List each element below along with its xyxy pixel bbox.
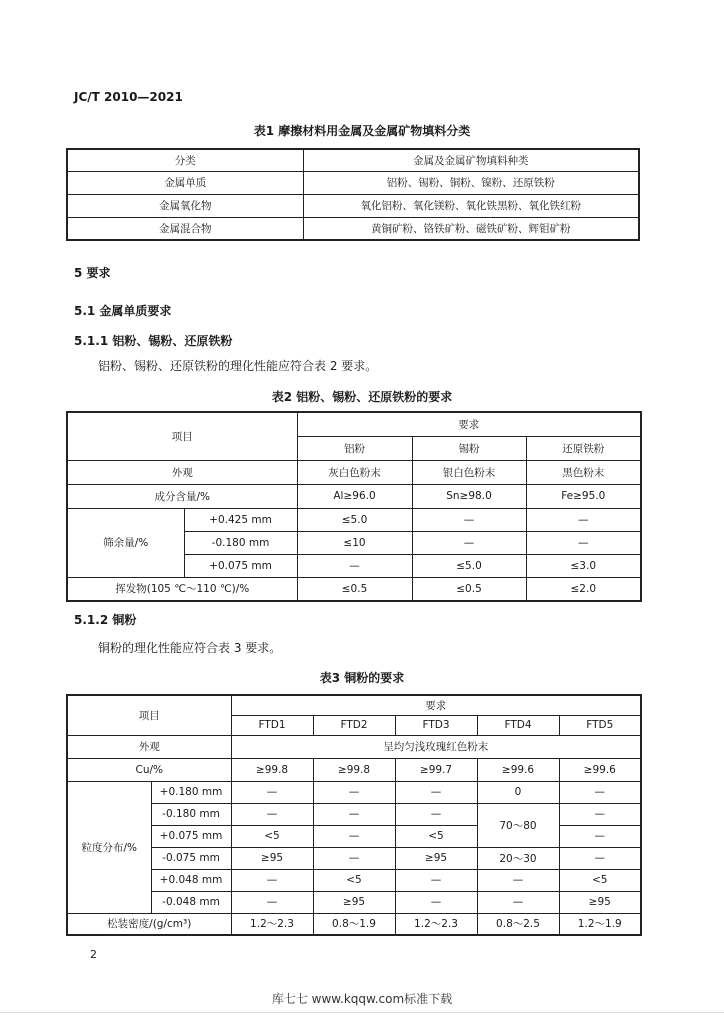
table-row [67, 869, 641, 891]
section-5-1-heading: 5.1 金属单质要求 [74, 304, 172, 318]
cell: — [313, 803, 395, 825]
cell: 1.2～2.3 [395, 913, 477, 935]
cell: ≤2.0 [526, 577, 641, 601]
cell: ≥99.6 [477, 758, 559, 781]
row-label: 粒度分布/% [67, 781, 151, 913]
cell: 呈均匀浅玫瑰红色粉末 [231, 735, 641, 758]
cell: ≤10 [297, 531, 412, 554]
col-header: FTD3 [395, 715, 477, 735]
table3 [66, 694, 642, 936]
cell: Sn≥98.0 [412, 484, 526, 508]
table-row [67, 758, 641, 781]
cell: ≤3.0 [526, 554, 641, 577]
cell: ≥99.8 [313, 758, 395, 781]
size-label: +0.180 mm [151, 781, 231, 803]
row-label: 外观 [67, 460, 297, 484]
row-label: 筛余量/% [67, 508, 184, 577]
size-label: -0.180 mm [184, 531, 297, 554]
cell: 银白色粉末 [412, 460, 526, 484]
cell: — [559, 847, 641, 869]
item-header: 项目 [67, 695, 231, 735]
size-label: -0.075 mm [151, 847, 231, 869]
cell: 黑色粉末 [526, 460, 641, 484]
col-header: FTD4 [477, 715, 559, 735]
table-header-row [67, 149, 639, 171]
cell: 1.2～2.3 [231, 913, 313, 935]
requirement-header: 要求 [297, 412, 641, 436]
cell: 黄铜矿粉、铬铁矿粉、磁铁矿粉、辉钼矿粉 [303, 217, 639, 240]
header-cell: 分类 [67, 149, 303, 171]
merged-cell: 70～80 [477, 803, 559, 847]
row-label: 外观 [67, 735, 231, 758]
section-5-1-1-text: 铝粉、锡粉、还原铁粉的理化性能应符合表 2 要求。 [98, 359, 378, 373]
section-5-1-1-heading: 5.1.1 铝粉、锡粉、还原铁粉 [74, 334, 233, 348]
item-header: 项目 [67, 412, 297, 460]
table-row [67, 735, 641, 758]
size-label: -0.048 mm [151, 891, 231, 913]
size-label: -0.180 mm [151, 803, 231, 825]
cell: <5 [313, 869, 395, 891]
cell: — [477, 891, 559, 913]
cell: <5 [395, 825, 477, 847]
cell: — [526, 508, 641, 531]
cell: 氧化铝粉、氧化镁粉、氧化铁黑粉、氧化铁红粉 [303, 194, 639, 217]
table2-caption: 表2 铝粉、锡粉、还原铁粉的要求 [271, 390, 453, 404]
footer-watermark: 库七七 www.kqqw.com标准下载 [271, 992, 453, 1006]
cell: — [395, 869, 477, 891]
cell: ≥95 [559, 891, 641, 913]
table-row [67, 781, 641, 803]
cell: — [231, 781, 313, 803]
cell: — [313, 825, 395, 847]
section-5-heading: 5 要求 [74, 266, 111, 280]
cell: 0 [477, 781, 559, 803]
cell: — [313, 781, 395, 803]
standard-number: JC/T 2010—2021 [74, 90, 183, 104]
row-label: 成分含量/% [67, 484, 297, 508]
cell: — [231, 803, 313, 825]
cell: ≤0.5 [297, 577, 412, 601]
cell: — [395, 803, 477, 825]
col-header: 铝粉 [297, 436, 412, 460]
table-row [67, 508, 641, 531]
table1 [66, 148, 640, 241]
col-header: FTD2 [313, 715, 395, 735]
cell: — [559, 803, 641, 825]
cell: — [395, 891, 477, 913]
cell: ≥99.8 [231, 758, 313, 781]
cell: 铝粉、锡粉、铜粉、镍粉、还原铁粉 [303, 171, 639, 194]
cell: ≤0.5 [412, 577, 526, 601]
size-label: +0.425 mm [184, 508, 297, 531]
col-header: FTD5 [559, 715, 641, 735]
row-label: 挥发物(105 ℃～110 ℃)/% [67, 577, 297, 601]
cell: ≥99.7 [395, 758, 477, 781]
cell: ≥99.6 [559, 758, 641, 781]
cell: ≤5.0 [297, 508, 412, 531]
cell: — [412, 531, 526, 554]
cell: 金属混合物 [67, 217, 303, 240]
size-label: +0.048 mm [151, 869, 231, 891]
cell: — [313, 847, 395, 869]
table-row [67, 194, 639, 217]
cell: Fe≥95.0 [526, 484, 641, 508]
col-header: 锡粉 [412, 436, 526, 460]
footer-divider [0, 1012, 724, 1013]
row-label: Cu/% [67, 758, 231, 781]
cell: — [559, 781, 641, 803]
cell: 灰白色粉末 [297, 460, 412, 484]
cell: — [477, 869, 559, 891]
row-label: 松装密度/(g/cm³) [67, 913, 231, 935]
cell: <5 [231, 825, 313, 847]
requirement-header: 要求 [231, 695, 641, 715]
section-5-1-2-heading: 5.1.2 铜粉 [74, 613, 137, 627]
cell: — [231, 869, 313, 891]
cell: — [297, 554, 412, 577]
table-row [67, 217, 639, 240]
cell: — [559, 825, 641, 847]
cell: ≥95 [395, 847, 477, 869]
cell: 金属单质 [67, 171, 303, 194]
table-row [67, 891, 641, 913]
cell: 0.8～2.5 [477, 913, 559, 935]
section-5-1-2-text: 铜粉的理化性能应符合表 3 要求。 [98, 641, 282, 655]
cell: ≤5.0 [412, 554, 526, 577]
size-label: +0.075 mm [184, 554, 297, 577]
cell: 0.8～1.9 [313, 913, 395, 935]
table1-caption: 表1 摩擦材料用金属及金属矿物填料分类 [253, 124, 471, 138]
table2 [66, 411, 642, 602]
table-row [67, 171, 639, 194]
table-row [67, 913, 641, 935]
col-header: FTD1 [231, 715, 313, 735]
table-row [67, 577, 641, 601]
col-header: 还原铁粉 [526, 436, 641, 460]
cell: Al≥96.0 [297, 484, 412, 508]
table-row [67, 847, 641, 869]
size-label: +0.075 mm [151, 825, 231, 847]
cell: — [412, 508, 526, 531]
cell: ≥95 [231, 847, 313, 869]
page-number: 2 [90, 948, 97, 961]
cell: 20～30 [477, 847, 559, 869]
table3-caption: 表3 铜粉的要求 [319, 671, 405, 685]
cell: ≥95 [313, 891, 395, 913]
cell: <5 [559, 869, 641, 891]
cell: — [526, 531, 641, 554]
cell: 金属氧化物 [67, 194, 303, 217]
table-row [67, 484, 641, 508]
header-cell: 金属及金属矿物填料种类 [303, 149, 639, 171]
cell: 1.2～1.9 [559, 913, 641, 935]
table-row [67, 803, 641, 825]
table-row [67, 460, 641, 484]
cell: — [395, 781, 477, 803]
cell: — [231, 891, 313, 913]
